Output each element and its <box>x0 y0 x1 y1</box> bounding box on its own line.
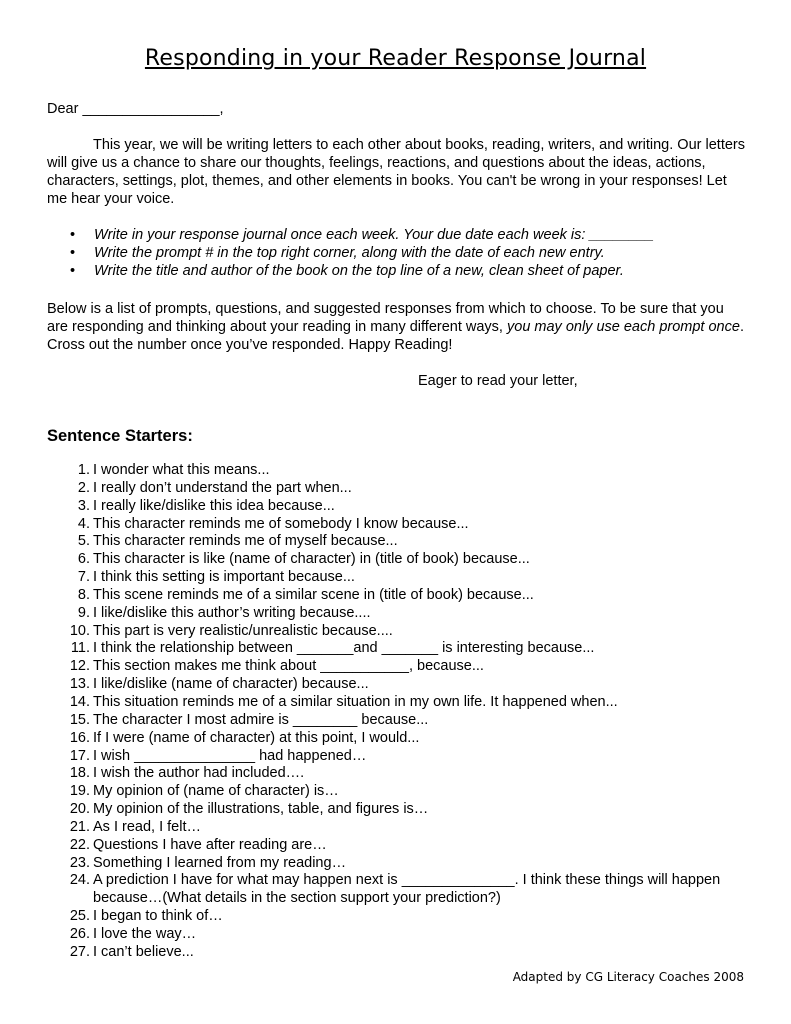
starter-number: 6. <box>77 551 90 568</box>
starter-number: 10. <box>69 622 90 639</box>
starter-text: This scene reminds me of a similar scene in (title of book) because... <box>93 586 534 603</box>
starter-number: 18. <box>69 765 90 782</box>
starter-number: 27. <box>69 943 90 960</box>
instruction-item <box>70 262 750 280</box>
starter-number: 12. <box>69 658 90 675</box>
starter-number: 23. <box>69 854 90 871</box>
starter-text: I can’t believe... <box>93 943 194 960</box>
starter-text: I wish _______________ had happened… <box>93 747 367 764</box>
starter-text: My opinion of (name of character) is… <box>93 783 339 800</box>
greeting-line: Dear _________________, <box>47 101 224 117</box>
sentence-starter-item <box>66 480 746 498</box>
starter-text: This character is like (name of character) in (title of book) because... <box>93 551 530 568</box>
prompts-text-after: . Cross out the number once you’ve responded. Happy Reading! <box>47 319 744 353</box>
sentence-starter-item <box>66 944 746 962</box>
starter-text: I really like/dislike this idea because... <box>93 497 335 514</box>
starter-number: 8. <box>77 586 90 603</box>
instruction-item <box>70 244 750 262</box>
starter-text: I wish the author had included…. <box>93 765 305 782</box>
sentence-starter-item <box>66 694 746 712</box>
intro-text: This year, we will be writing letters to each other about books, reading, writers, and writing. Our letters will give us a chance to share our thoughts, feelings, reactions, and questions about the ideas, actions, characters, settings, plot, themes, and other elements in books. You can't be wrong in your responses! Let me hear your voice. <box>47 137 745 207</box>
sentence-starter-item <box>66 908 746 926</box>
instruction-item <box>70 226 750 244</box>
sentence-starter-item <box>66 658 746 676</box>
intro-paragraph <box>47 136 747 208</box>
starter-text: I wonder what this means... <box>93 462 270 478</box>
starter-number: 1. <box>77 462 90 478</box>
starter-text: I like/dislike this author’s writing because.... <box>93 604 371 621</box>
sentence-starter-item <box>66 926 746 944</box>
sentence-starter-item <box>66 801 746 819</box>
starter-number: 3. <box>77 497 90 514</box>
starter-text: A prediction I have for what may happen next is ______________. I think these things will happen because…(What details in the section support your prediction?) <box>93 872 721 907</box>
sentence-starter-item <box>66 623 746 641</box>
starter-text: Questions I have after reading are… <box>93 836 327 853</box>
starter-number: 4. <box>77 515 90 532</box>
starter-number: 24. <box>69 872 90 889</box>
starter-text: I really don’t understand the part when... <box>93 479 352 496</box>
sentence-starter-item <box>66 819 746 837</box>
starter-text: As I read, I felt… <box>93 818 201 835</box>
prompts-text-before: Below is a list of prompts, questions, and suggested responses from which to choose. To be sure that you are responding and thinking about your reading in many different ways, <box>47 301 724 335</box>
starter-text: This character reminds me of myself because... <box>93 533 398 550</box>
starter-number: 22. <box>69 836 90 853</box>
starter-text: This part is very realistic/unrealistic because.... <box>93 622 393 639</box>
sentence-starter-item <box>66 837 746 855</box>
sentence-starter-item <box>66 872 746 908</box>
starter-text: If I were (name of character) at this point, I would... <box>93 729 420 746</box>
sentence-starter-item <box>66 676 746 694</box>
sentence-starter-item <box>66 587 746 605</box>
starter-number: 14. <box>69 693 90 710</box>
bullet-icon: • <box>70 245 76 261</box>
starter-text: My opinion of the illustrations, table, and figures is… <box>93 801 429 818</box>
starter-number: 16. <box>69 729 90 746</box>
sentence-starter-item <box>66 462 746 480</box>
closing-line: Eager to read your letter, <box>418 373 578 389</box>
starter-number: 13. <box>69 676 90 693</box>
sentence-starter-item <box>66 855 746 873</box>
instruction-text: Write the prompt # in the top right corner, along with the date of each new entry. <box>94 245 605 261</box>
starter-number: 25. <box>69 908 90 925</box>
starter-number: 9. <box>77 604 90 621</box>
starter-text: This section makes me think about ___________, because... <box>93 658 484 675</box>
bullet-icon: • <box>70 263 76 279</box>
sentence-starter-item <box>66 640 746 658</box>
starter-number: 20. <box>69 801 90 818</box>
prompts-text-emphasis: you may only use each prompt once <box>507 319 740 335</box>
sentence-starter-item <box>66 533 746 551</box>
starter-number: 2. <box>77 479 90 496</box>
starter-number: 17. <box>69 747 90 764</box>
starter-number: 21. <box>69 818 90 835</box>
footer-credit: Adapted by CG Literacy Coaches 2008 <box>512 970 744 984</box>
starter-number: 5. <box>77 533 90 550</box>
starter-number: 11. <box>70 640 90 657</box>
starter-text: I began to think of… <box>93 908 223 925</box>
sentence-starter-item <box>66 569 746 587</box>
starter-text: This character reminds me of somebody I know because... <box>93 515 469 532</box>
starter-text: I think the relationship between _______and _______ is interesting because... <box>93 640 595 657</box>
sentence-starter-item <box>66 748 746 766</box>
sentence-starter-item <box>66 712 746 730</box>
starter-text: The character I most admire is ________ because... <box>93 711 429 728</box>
starter-number: 26. <box>69 925 90 942</box>
sentence-starter-item <box>66 551 746 569</box>
instruction-text: Write in your response journal once each week. Your due date each week is: ________ <box>94 227 654 243</box>
instruction-text: Write the title and author of the book on the top line of a new, clean sheet of paper. <box>94 263 624 279</box>
sentence-starter-item <box>66 730 746 748</box>
starter-number: 15. <box>69 711 90 728</box>
sentence-starter-item <box>66 516 746 534</box>
section-heading: Sentence Starters: <box>47 427 193 445</box>
sentence-starter-item <box>66 605 746 623</box>
bullet-icon: • <box>70 227 76 243</box>
sentence-starters-list <box>66 462 746 962</box>
starter-text: I think this setting is important because... <box>93 569 355 586</box>
starter-text: I like/dislike (name of character) because... <box>93 676 369 693</box>
page-title: Responding in your Reader Response Journal <box>144 46 647 71</box>
sentence-starter-item <box>66 498 746 516</box>
starter-text: Something I learned from my reading… <box>93 854 347 871</box>
starter-text: This situation reminds me of a similar situation in my own life. It happened when... <box>93 693 618 710</box>
starter-number: 19. <box>69 783 90 800</box>
instructions-list <box>70 226 750 280</box>
starter-text: I love the way… <box>93 925 197 942</box>
prompts-paragraph <box>47 300 747 354</box>
sentence-starter-item <box>66 765 746 783</box>
sentence-starter-item <box>66 783 746 801</box>
starter-number: 7. <box>77 569 90 586</box>
